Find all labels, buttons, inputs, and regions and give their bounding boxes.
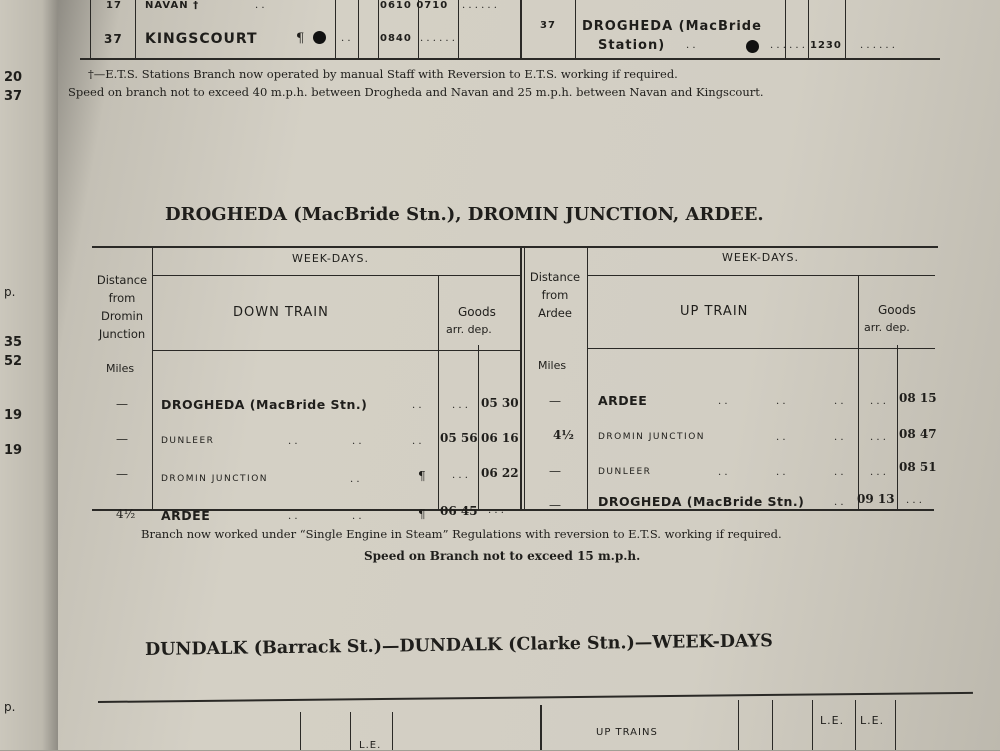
top-row-station: NAVAN † xyxy=(145,0,200,11)
top-row-times: 0840 xyxy=(380,33,412,44)
note-speed: Speed on branch not to exceed 40 m.p.h. between Drogheda and Navan and 25 m.p.h. between Navan and Kingscourt. xyxy=(68,85,764,99)
note-single-engine: Branch now worked under “Single Engine in Steam” Regulations with reversion to E.T.S. working if required. xyxy=(141,527,782,541)
top-row-station: KINGSCOURT xyxy=(145,31,258,47)
le-label: L.E. xyxy=(820,714,845,727)
margin-number: 20 xyxy=(4,70,23,85)
next-section-title: DUNDALK (Barrack St.)—DUNDALK (Clarke Stn.)—WEEK-DAYS xyxy=(144,631,773,660)
top-row-dist: 37 xyxy=(104,32,123,46)
top-right-station: DROGHEDA (MacBride xyxy=(582,19,762,34)
margin-letter: p. xyxy=(4,700,16,714)
margin-number: 19 xyxy=(4,408,23,423)
top-row-tail: . . . . . . xyxy=(420,33,455,44)
top-row-tail: . . . . . . xyxy=(462,0,497,11)
goods-header-down: Goods xyxy=(458,305,496,319)
le-label: L.E. xyxy=(860,714,885,727)
arr-dep-header-down: arr. dep. xyxy=(446,323,492,336)
top-right-dots: . . xyxy=(686,40,696,51)
stopping-dot-icon xyxy=(746,40,759,53)
goods-header-up: Goods xyxy=(878,303,916,317)
margin-number: 35 xyxy=(4,335,23,350)
note-speed-branch: Speed on Branch not to exceed 15 m.p.h. xyxy=(364,549,641,563)
margin-number: 37 xyxy=(4,89,23,104)
top-row-dots: . . xyxy=(341,33,351,44)
top-right-time: 1230 xyxy=(810,40,842,51)
margin-number: 19 xyxy=(4,443,23,458)
facing-page-edge xyxy=(0,0,60,750)
arr-dep-header-up: arr. dep. xyxy=(864,321,910,334)
top-row-dots: . . xyxy=(255,0,265,11)
top-row-dist: 17 xyxy=(106,0,122,11)
top-row-times: 0610 0710 xyxy=(380,0,449,11)
top-right-tail: . . . . . . xyxy=(860,40,895,51)
top-row-mark: ¶ xyxy=(296,31,305,46)
up-trains-label: UP TRAINS xyxy=(596,727,658,738)
le-label: L.E. xyxy=(359,740,382,751)
note-ets: †—E.T.S. Stations Branch now operated by manual Staff with Reversion to E.T.S. working if required. xyxy=(88,67,678,81)
week-days-label-up: WEEK-DAYS. xyxy=(722,251,799,264)
top-right-dist: 37 xyxy=(540,20,556,31)
stopping-dot-icon xyxy=(313,31,326,44)
up-train-header: UP TRAIN xyxy=(680,304,749,319)
down-train-header: DOWN TRAIN xyxy=(233,305,329,320)
margin-number: 52 xyxy=(4,354,23,369)
top-right-lead: . . . . . . xyxy=(770,40,805,51)
distance-header-right: Distance from Ardee xyxy=(529,270,581,320)
top-right-station-2: Station) xyxy=(598,38,666,53)
distance-header-left: Distance from Dromin Junction xyxy=(96,273,148,341)
section-title: DROGHEDA (MacBride Stn.), DROMIN JUNCTION, ARDEE. xyxy=(165,204,764,225)
miles-label-right: Miles xyxy=(538,359,567,372)
miles-label-left: Miles xyxy=(106,362,135,375)
week-days-label-down: WEEK-DAYS. xyxy=(292,252,369,265)
margin-letter: p. xyxy=(4,285,16,299)
